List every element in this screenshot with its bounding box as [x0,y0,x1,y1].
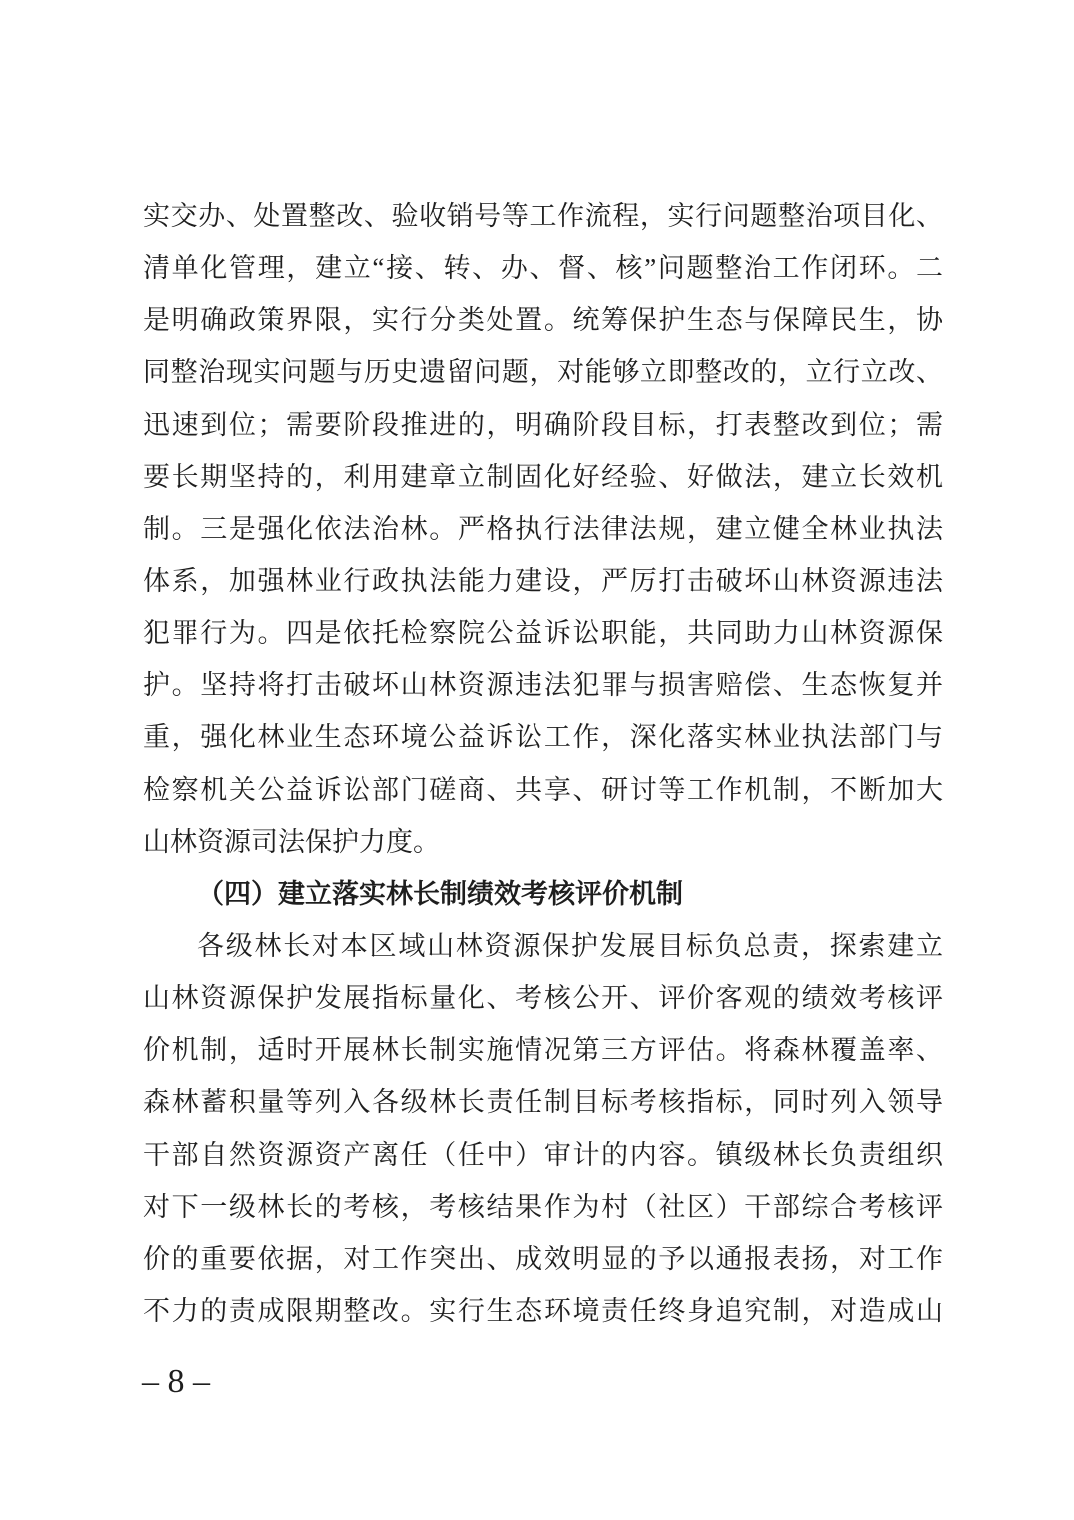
text-line: 制。三是强化依法治林。严格执行法律法规，建立健全林业执法 [143,513,943,544]
section-heading: （四）建立落实林长制绩效考核评价机制 [197,878,683,909]
text-line: 同整治现实问题与历史遗留问题，对能够立即整改的，立行立改、 [143,357,943,388]
text-line: 各级林长对本区域山林资源保护发展目标负总责，探索建立 [197,930,943,961]
text-line: 山林资源司法保护力度。 [143,826,440,857]
text-line: 不力的责成限期整改。实行生态环境责任终身追究制，对造成山 [143,1295,943,1326]
text-line: 干部自然资源资产离任（任中）审计的内容。镇级林长负责组织 [143,1139,943,1170]
text-line: 对下一级林长的考核，考核结果作为村（社区）干部综合考核评 [143,1191,943,1222]
text-line: 价的重要依据，对工作突出、成效明显的予以通报表扬，对工作 [143,1243,943,1274]
text-line: 价机制，适时开展林长制实施情况第三方评估。将森林覆盖率、 [143,1035,943,1066]
text-line: 清单化管理，建立“接、转、办、督、核”问题整治工作闭环。二 [143,253,943,284]
text-line: 实交办、处置整改、验收销号等工作流程，实行问题整治项目化、 [143,201,943,231]
text-line: 体系，加强林业行政执法能力建设，严厉打击破坏山林资源违法 [143,565,943,596]
text-line: 检察机关公益诉讼部门磋商、共享、研讨等工作机制，不断加大 [143,774,943,805]
text-line: 要长期坚持的，利用建章立制固化好经验、好做法，建立长效机 [143,461,943,492]
text-line: 犯罪行为。四是依托检察院公益诉讼职能，共同助力山林资源保 [143,618,943,649]
text-block [143,190,943,1337]
text-line: 森林蓄积量等列入各级林长责任制目标考核指标，同时列入领导 [143,1087,943,1118]
page-number: – 8 – [142,1363,210,1400]
text-line: 重，强化林业生态环境公益诉讼工作，深化落实林业执法部门与 [143,722,943,753]
text-line: 迅速到位；需要阶段推进的，明确阶段目标，打表整改到位；需 [143,409,943,440]
text-line: 护。坚持将打击破坏山林资源违法犯罪与损害赔偿、生态恢复并 [143,670,943,701]
text-line: 是明确政策界限，实行分类处置。统筹保护生态与保障民生，协 [143,305,943,336]
text-line: 山林资源保护发展指标量化、考核公开、评价客观的绩效考核评 [143,983,943,1014]
